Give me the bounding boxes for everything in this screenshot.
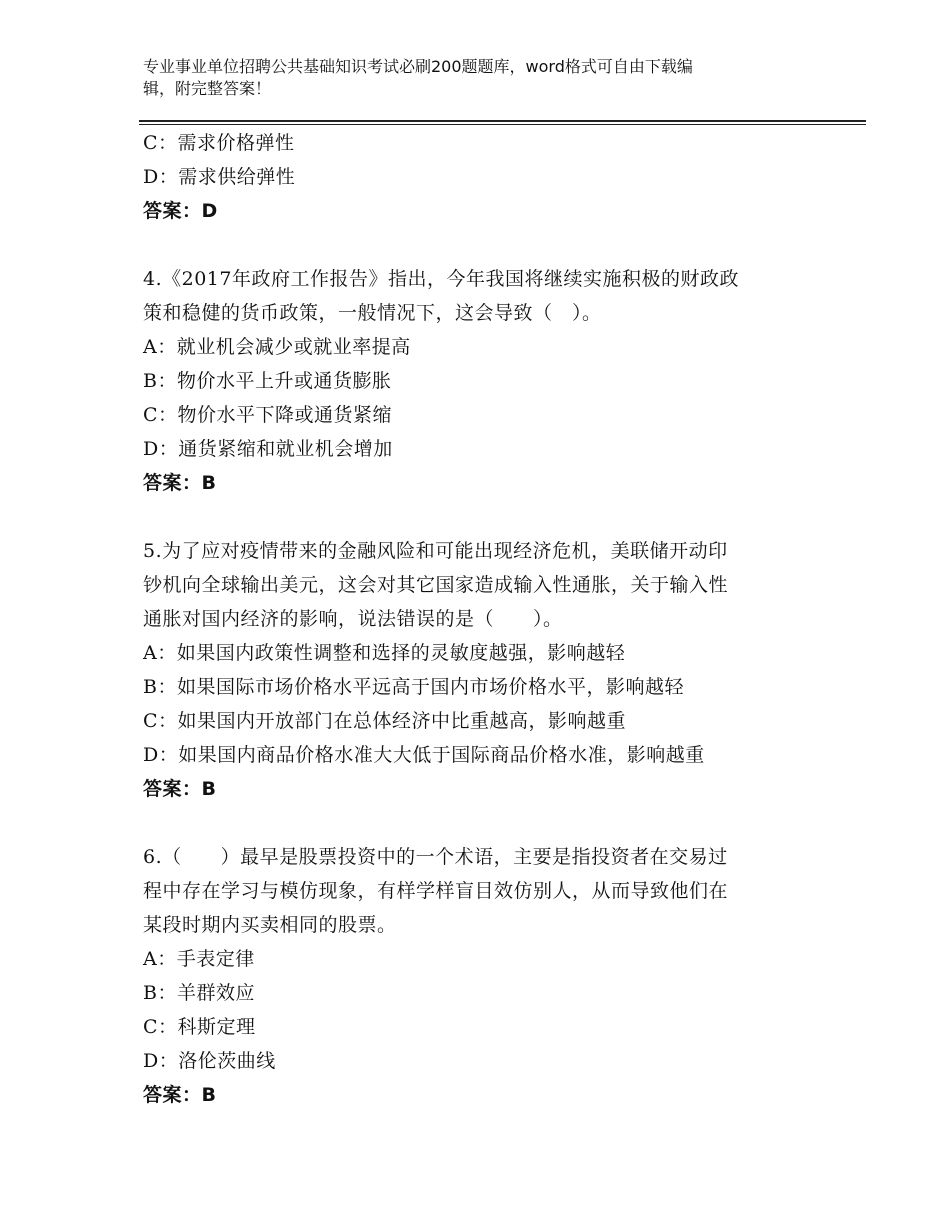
option-a: A：手表定律 bbox=[143, 948, 255, 970]
header-line-1: 专业事业单位招聘公共基础知识考试必刷200题题库，word格式可自由下载编 bbox=[143, 57, 693, 76]
answer: 答案：B bbox=[143, 778, 217, 800]
question-stem: 某段时期内买卖相同的股票。 bbox=[143, 914, 397, 936]
option-d: D：通货紧缩和就业机会增加 bbox=[143, 438, 393, 460]
question-6 bbox=[143, 840, 808, 1112]
question-stem: 6.（ ）最早是股票投资中的一个术语，主要是指投资者在交易过 bbox=[143, 846, 728, 868]
spacer bbox=[143, 228, 808, 262]
option-d: D：洛伦茨曲线 bbox=[143, 1050, 276, 1072]
header-rule-thin bbox=[139, 124, 866, 125]
question-4 bbox=[143, 262, 808, 500]
question-stem: 4.《2017年政府工作报告》指出，今年我国将继续实施积极的财政政 bbox=[143, 268, 739, 290]
option-b: B：如果国际市场价格水平远高于国内市场价格水平，影响越轻 bbox=[143, 676, 684, 698]
header-rule-thick bbox=[139, 120, 866, 122]
question-stem: 程中存在学习与模仿现象，有样学样盲目效仿别人，从而导致他们在 bbox=[143, 880, 729, 902]
spacer bbox=[143, 500, 808, 534]
option-b: B：羊群效应 bbox=[143, 982, 255, 1004]
option-a: A：就业机会减少或就业率提高 bbox=[143, 336, 411, 358]
option-c: C：需求价格弹性 bbox=[143, 132, 295, 154]
question-5 bbox=[143, 534, 808, 806]
answer: 答案：D bbox=[143, 200, 218, 222]
question-stem: 策和稳健的货币政策，一般情况下，这会导致（ ）。 bbox=[143, 302, 602, 324]
option-b: B：物价水平上升或通货膨胀 bbox=[143, 370, 392, 392]
question-stem: 5.为了应对疫情带来的金融风险和可能出现经济危机，美联储开动印 bbox=[143, 540, 728, 562]
page-header bbox=[143, 56, 793, 100]
option-d: D：需求供给弹性 bbox=[143, 166, 296, 188]
question-stem: 钞机向全球输出美元，这会对其它国家造成输入性通胀，关于输入性 bbox=[143, 574, 729, 596]
spacer bbox=[143, 806, 808, 840]
question-list bbox=[143, 126, 808, 1112]
option-c: C：如果国内开放部门在总体经济中比重越高，影响越重 bbox=[143, 710, 627, 732]
header-line-2: 辑，附完整答案！ bbox=[143, 79, 272, 98]
option-d: D：如果国内商品价格水准大大低于国际商品价格水准，影响越重 bbox=[143, 744, 705, 766]
answer: 答案：B bbox=[143, 1084, 217, 1106]
option-c: C：物价水平下降或通货紧缩 bbox=[143, 404, 393, 426]
option-a: A：如果国内政策性调整和选择的灵敏度越强，影响越轻 bbox=[143, 642, 626, 664]
question-stem: 通胀对国内经济的影响，说法错误的是（ ）。 bbox=[143, 608, 563, 630]
answer: 答案：B bbox=[143, 472, 217, 494]
question-3-tail bbox=[143, 126, 808, 228]
option-c: C：科斯定理 bbox=[143, 1016, 256, 1038]
